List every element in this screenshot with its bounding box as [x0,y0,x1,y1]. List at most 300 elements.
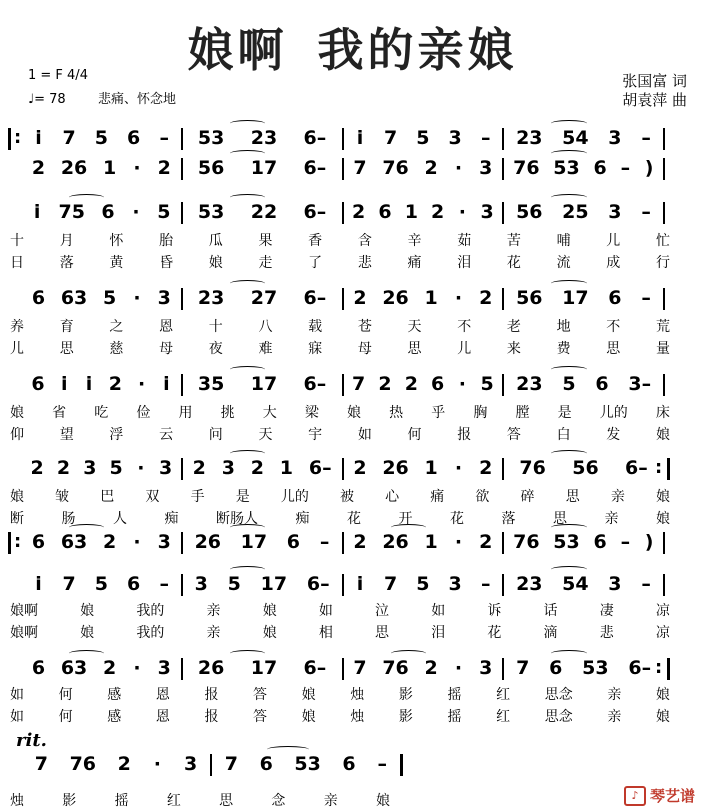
lyric-word: 娘啊 [10,603,38,619]
note-group: 53 [294,753,321,775]
note-group: 54 [562,127,589,149]
note-group: 6 [101,201,115,223]
note-group: · [137,457,145,479]
tempo-marking: ♩= 78 [28,92,66,107]
note-group: 76 [519,457,546,479]
note-group: 2 [56,457,71,479]
note-group: 6– [628,657,652,679]
lyric-word: 影 [398,709,413,725]
lyric-word: 花 [450,511,464,527]
note-group: i [356,573,364,595]
measure [185,656,340,680]
note-group: 3 [448,573,462,595]
measure [24,572,179,596]
note-group: 23 [516,373,543,395]
lyric-word: 儿 [10,341,24,357]
bar-line [502,574,504,596]
slur-mark [230,194,265,201]
lyric-word: 欲 [475,489,490,505]
measure [506,200,661,224]
note-group: 6– [303,127,327,149]
note-group: 53 [553,531,580,553]
note-group: 2 [424,657,438,679]
bar-line [502,288,504,310]
note-group: 2 [250,457,264,479]
lyric-word: 月 [59,233,74,249]
lyric-word: 香 [308,233,323,249]
lyric-word: 天 [407,319,422,335]
lyric-word: 花 [506,255,521,271]
lyric-word: 手 [190,489,205,505]
lyric-word: 痛 [430,489,445,505]
lyric-word: 怀 [109,233,124,249]
lyric-word: 如 [318,603,333,619]
measure [24,456,179,480]
note-group: 56 [197,157,225,179]
lyric-word: 量 [655,341,670,357]
slur-mark [230,366,265,373]
lyric-word: 娘 [80,603,95,619]
bar-line [342,202,344,224]
note-group: 1 [424,457,438,479]
note-group: · [133,531,141,553]
note-group: 2 [479,457,493,479]
lyric-word: 育 [59,319,74,335]
note-group: 7 [352,373,366,395]
slur-mark [267,746,309,753]
note-group: 63 [60,657,88,679]
lyric-line [10,424,670,444]
note-group: 6– [303,201,327,223]
slur-mark [69,194,104,201]
lyric-word: 苍 [357,319,372,335]
lyric-word: 思 [606,341,621,357]
lyric-word: 望 [59,427,74,443]
note-group: – [620,531,631,553]
note-group: 7 [516,657,530,679]
note-group: 35 [197,373,225,395]
lyric-word: 皱 [55,489,70,505]
bar-line [502,458,504,480]
note-group: i [61,373,68,395]
note-group: ) [644,157,654,179]
note-group: 7 [62,127,76,149]
bar-line [342,458,344,480]
measure [346,156,501,180]
logo-icon: ♪ [624,786,646,806]
note-group: – [319,531,330,553]
bar-line [502,532,504,554]
note-group: 17 [260,573,288,595]
note-group: 56 [516,287,543,309]
lyric-line [10,706,670,726]
note-group: 26 [382,457,409,479]
lyric-word: 成 [606,255,621,271]
note-group: 3 [608,573,622,595]
note-group: 1 [424,287,438,309]
note-group: – [159,127,169,149]
lyric-word: 是 [235,489,250,505]
slur-mark [230,524,265,531]
lyric-word: 俭 [136,405,151,421]
note-group: 1 [102,157,117,179]
note-group: 23 [250,127,278,149]
note-group: – [480,127,491,149]
note-group: 2 [192,457,206,479]
repeat-start-sign [8,532,17,554]
lyric-word: 亲 [607,687,622,703]
note-group: – [620,157,631,179]
lyric-word: 儿的 [599,405,628,421]
lyric-word: 泪 [431,625,446,641]
measure [24,156,179,180]
note-group: 6 [31,373,45,395]
bar-line [502,374,504,396]
note-group: 25 [562,201,589,223]
note-group: i [33,201,41,223]
lyric-word: 思 [219,793,234,809]
lyric-word: 亲 [323,793,338,809]
measure [185,286,340,310]
measure [185,456,340,480]
lyric-word: 摇 [447,709,462,725]
note-group: 3 [221,457,235,479]
bar-line [342,658,344,680]
note-group: 2 [157,157,171,179]
lyric-word: 娘 [301,709,316,725]
measure [346,572,501,596]
note-group: – [159,573,169,595]
lyric-word: 被 [339,489,354,505]
bar-line [663,128,665,150]
lyric-word: 娘 [80,625,95,641]
note-group: – [377,753,387,775]
measure [185,530,340,554]
lyric-word: 母 [357,341,372,357]
note-group: · [454,287,463,309]
bar-line [663,202,665,224]
note-group: 1 [424,531,438,553]
lyric-word: 泪 [457,255,472,271]
note-group: 2 [378,373,392,395]
lyric-word: 红 [496,709,511,725]
lyric-word: 了 [308,255,323,271]
lyric-word: 娘 [656,511,670,527]
bar-line [181,574,183,596]
measure [346,372,501,396]
measure [24,530,179,554]
lyricist-credit: 张国富 词 [622,72,687,90]
note-group: 3– [628,373,652,395]
lyric-word: 思 [565,489,580,505]
lyric-word: 落 [501,511,516,527]
lyric-word: 胸 [473,405,488,421]
note-group: 2 [431,201,445,223]
bar-line [342,574,344,596]
note-group: 27 [250,287,278,309]
lyric-line [10,684,670,704]
lyric-line [10,790,390,810]
lyric-word: 儿 [457,341,472,357]
note-group: 53 [553,157,580,179]
lyric-word: 娘 [301,687,316,703]
lyric-word: 如 [10,709,24,725]
lyric-word: 茹 [457,233,472,249]
note-group: 2 [479,531,493,553]
lyric-word: 费 [556,341,571,357]
lyric-word: 含 [357,233,372,249]
note-group: 26 [382,287,409,309]
lyric-word: 寐 [308,341,323,357]
bar-line [342,532,344,554]
slur-mark [230,280,265,287]
note-group: · [133,287,141,309]
measure [185,126,340,150]
note-group: 26 [197,657,225,679]
bar-line [181,288,183,310]
lyric-word: 发 [606,427,621,443]
note-group: 76 [382,657,409,679]
lyric-word: 亲 [610,489,625,505]
lyric-word: 娘啊 [10,625,38,641]
lyric-word: 走 [258,255,273,271]
note-group: 17 [250,657,278,679]
site-logo: ♪ 琴艺谱 [624,785,695,807]
lyric-word: 报 [204,709,219,725]
lyric-word: 荒 [655,319,670,335]
measure [24,286,179,310]
lyric-word: 烛 [10,793,24,809]
note-group: 3 [448,127,462,149]
note-group: 6– [303,287,327,309]
note-group: 17 [250,373,278,395]
repeat-end-sign [659,458,670,480]
note-group: 53 [582,657,609,679]
lyric-word: 我的 [136,625,165,641]
lyric-word: 娘 [262,603,277,619]
lyric-word: 如 [10,687,24,703]
note-group: 7 [384,127,398,149]
slur-mark [69,524,104,531]
note-group: 3 [480,201,494,223]
note-group: · [153,753,161,775]
note-group: 3 [157,531,171,553]
note-group: 3 [608,201,622,223]
note-group: 2 [353,457,367,479]
note-group: 76 [513,157,540,179]
lyric-word: 不 [606,319,621,335]
lyric-word: 痛 [407,255,422,271]
note-group: – [641,573,651,595]
lyric-word: 问 [208,427,223,443]
note-group: 75 [58,201,85,223]
measure [185,372,340,396]
note-group: · [132,201,140,223]
lyric-word: 瓜 [208,233,223,249]
lyric-word: 双 [145,489,160,505]
note-group: · [138,373,146,395]
lyric-word: 十 [10,233,24,249]
lyric-word: 老 [506,319,521,335]
lyric-word: 浮 [109,427,124,443]
lyric-word: 乎 [431,405,446,421]
lyric-word: 忙 [655,233,670,249]
lyric-word: 答 [253,709,268,725]
note-group: 1 [279,457,294,479]
lyric-word: 是 [557,405,572,421]
note-group: 3 [83,457,97,479]
lyric-word: 何 [407,427,422,443]
lyric-line [10,622,670,642]
lyric-word: 如 [357,427,372,443]
bar-line [663,288,665,310]
note-group: 3 [157,287,171,309]
lyric-word: 思念 [544,709,573,725]
note-group: 5 [562,373,576,395]
bar-line [342,128,344,150]
note-group: 3 [183,753,198,775]
note-group: 23 [516,127,543,149]
lyric-word: 娘 [375,793,390,809]
note-group: 17 [240,531,268,553]
note-group: 2 [424,157,438,179]
lyric-word: 黄 [109,255,124,271]
lyric-word: 红 [166,793,181,809]
note-group: 6– [303,157,327,179]
note-group: · [454,457,463,479]
composer-credit: 胡袁萍 曲 [622,91,687,109]
note-group: 2 [353,287,367,309]
note-group: 7 [34,753,49,775]
lyric-word: 红 [496,687,511,703]
lyric-word: 十 [208,319,223,335]
bar-line [181,532,183,554]
note-group: 6 [342,753,356,775]
lyric-word: 凉 [655,603,670,619]
lyric-word: 亲 [206,625,221,641]
measure [506,530,661,554]
note-group: 53 [197,127,225,149]
lyric-word: 来 [506,341,521,357]
lyric-word: 难 [258,341,273,357]
slur-mark [230,120,265,127]
lyric-word: 胎 [159,233,174,249]
note-group: 76 [382,157,409,179]
lyric-word: 养 [10,319,24,335]
lyric-word: 相 [318,625,333,641]
lyric-word: 膛 [515,405,530,421]
measure [24,752,208,776]
note-group: 3 [194,573,208,595]
slur-mark [551,366,586,373]
lyric-word: 诉 [487,603,502,619]
lyric-word: 之 [109,319,124,335]
note-group: 23 [197,287,225,309]
repeat-end-sign [659,658,670,680]
note-group: 1 [404,201,418,223]
lyric-word: 花 [347,511,361,527]
measure [506,456,661,480]
lyric-word: 床 [655,405,670,421]
note-group: 2 [30,457,44,479]
lyric-word: 不 [457,319,472,335]
note-group: 7 [353,157,367,179]
lyric-word: 何 [58,709,73,725]
note-group: i [35,127,42,149]
lyric-line [10,230,670,250]
lyric-word: 行 [655,255,670,271]
note-group: 6 [259,753,273,775]
note-group: 6 [593,531,607,553]
bar-line [663,532,665,554]
bar-line [181,374,183,396]
lyric-word: 答 [253,687,268,703]
lyric-word: 摇 [447,687,462,703]
bar-line [210,754,212,776]
lyric-word: 感 [107,687,122,703]
lyric-word: 儿 [606,233,621,249]
note-group: 7 [62,573,76,595]
note-group: 2 [108,373,122,395]
lyric-word: 悲 [599,625,614,641]
lyric-word: 思念 [544,687,573,703]
note-group: 3 [479,157,493,179]
lyric-word: 话 [543,603,558,619]
note-group: · [454,157,463,179]
note-group: 53 [197,201,225,223]
lyric-word: 娘 [655,709,670,725]
lyric-word: 天 [258,427,273,443]
lyric-word: 日 [10,255,24,271]
note-group: 5 [94,573,108,595]
lyric-word: 痴 [164,511,179,527]
lyric-word: 载 [308,319,323,335]
lyric-word: 娘 [262,625,277,641]
note-group: i [356,127,364,149]
lyric-word: 思 [375,625,390,641]
measure [506,372,661,396]
lyric-line [10,402,670,422]
measure [24,656,179,680]
lyric-word: 娘 [208,255,223,271]
note-group: 3 [608,127,622,149]
measure [346,200,501,224]
lyric-word: 落 [59,255,74,271]
lyric-word: 儿的 [280,489,309,505]
note-group: 56 [516,201,543,223]
note-group: i [35,573,42,595]
lyric-word: 烛 [350,709,365,725]
note-group: 6 [126,127,141,149]
bar-line [181,158,183,180]
lyric-word: 挑 [220,405,235,421]
measure [185,572,340,596]
note-group: 26 [382,531,409,553]
lyric-word: 夜 [208,341,223,357]
bar-line [663,374,665,396]
note-group: 22 [250,201,278,223]
note-group: 6– [303,373,327,395]
lyric-word: 哺 [556,233,571,249]
note-group: 2 [102,531,117,553]
measure [506,286,661,310]
lyric-word: 烛 [350,687,365,703]
lyric-word: 滴 [543,625,558,641]
lyric-word: 断 [10,511,24,527]
lyric-word: 断肠人 [216,511,258,527]
measure [346,456,501,480]
lyric-word: 影 [62,793,77,809]
